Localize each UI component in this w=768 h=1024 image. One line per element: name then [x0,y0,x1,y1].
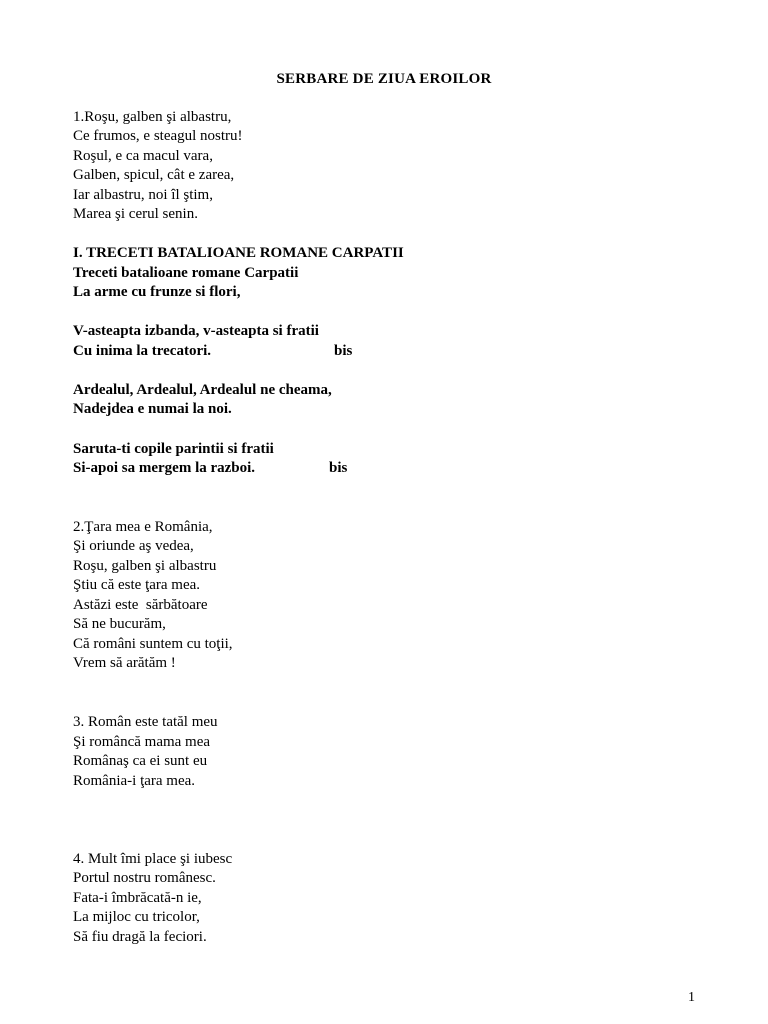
poem3-line-2: Şi româncă mama mea [73,734,211,750]
poem1-line-6: Marea şi cerul senin. [73,206,198,222]
poem1-line-1: 1.Roşu, galben şi albastru, [73,109,232,125]
poem3-line-3: Românaş ca ei sunt eu [73,753,208,769]
song-line: Nadejdea e numai la noi. [73,401,232,417]
song-line: Si-apoi sa mergem la razboi. [73,460,256,476]
song-line: Saruta-ti copile parintii si fratii [73,441,274,457]
poem2-line-4: Ştiu că este ţara mea. [73,577,201,593]
poem1-line-4: Galben, spicul, cât e zarea, [73,167,235,183]
poem1-line-2: Ce frumos, e steagul nostru! [73,128,243,144]
poem1-line-3: Roşul, e ca macul vara, [73,148,213,164]
poem2-line-7: Că români suntem cu toţii, [73,636,233,652]
poem4-line-4: La mijloc cu tricolor, [73,909,200,925]
poem4-line-3: Fata-i îmbrăcată-n ie, [73,890,202,906]
poem2-line-3: Roşu, galben şi albastru [73,558,217,574]
poem2-line-2: Şi oriunde aş vedea, [73,538,194,554]
poem4-line-5: Să fiu dragă la feciori. [73,929,207,945]
page-title: SERBARE DE ZIUA EROILOR [276,71,492,87]
poem4-line-2: Portul nostru românesc. [73,870,216,886]
poem3-line-4: România-i ţara mea. [73,773,196,789]
poem4-line-1: 4. Mult îmi place şi iubesc [73,851,233,867]
poem2-line-1: 2.Ţara mea e România, [73,519,213,535]
poem3-line-1: 3. Român este tatăl meu [73,714,218,730]
page-number: 1 [688,990,695,1005]
poem2-line-6: Să ne bucurăm, [73,616,166,632]
repeat-marker: bis [334,343,353,359]
poem2-line-5: Astăzi este sărbătoare [73,597,208,613]
song-line: Ardealul, Ardealul, Ardealul ne cheama, [73,382,332,398]
song-heading: I. TRECETI BATALIOANE ROMANE CARPATII [73,245,404,261]
poem1-line-5: Iar albastru, noi îl ştim, [73,187,213,203]
song-line: Cu inima la trecatori. [73,343,212,359]
song-line: Treceti batalioane romane Carpatii [73,265,299,281]
repeat-marker: bis [329,460,348,476]
song-line: La arme cu frunze si flori, [73,284,241,300]
poem2-line-8: Vrem să arătăm ! [73,655,176,671]
song-line: V-asteapta izbanda, v-asteapta si fratii [73,323,319,339]
